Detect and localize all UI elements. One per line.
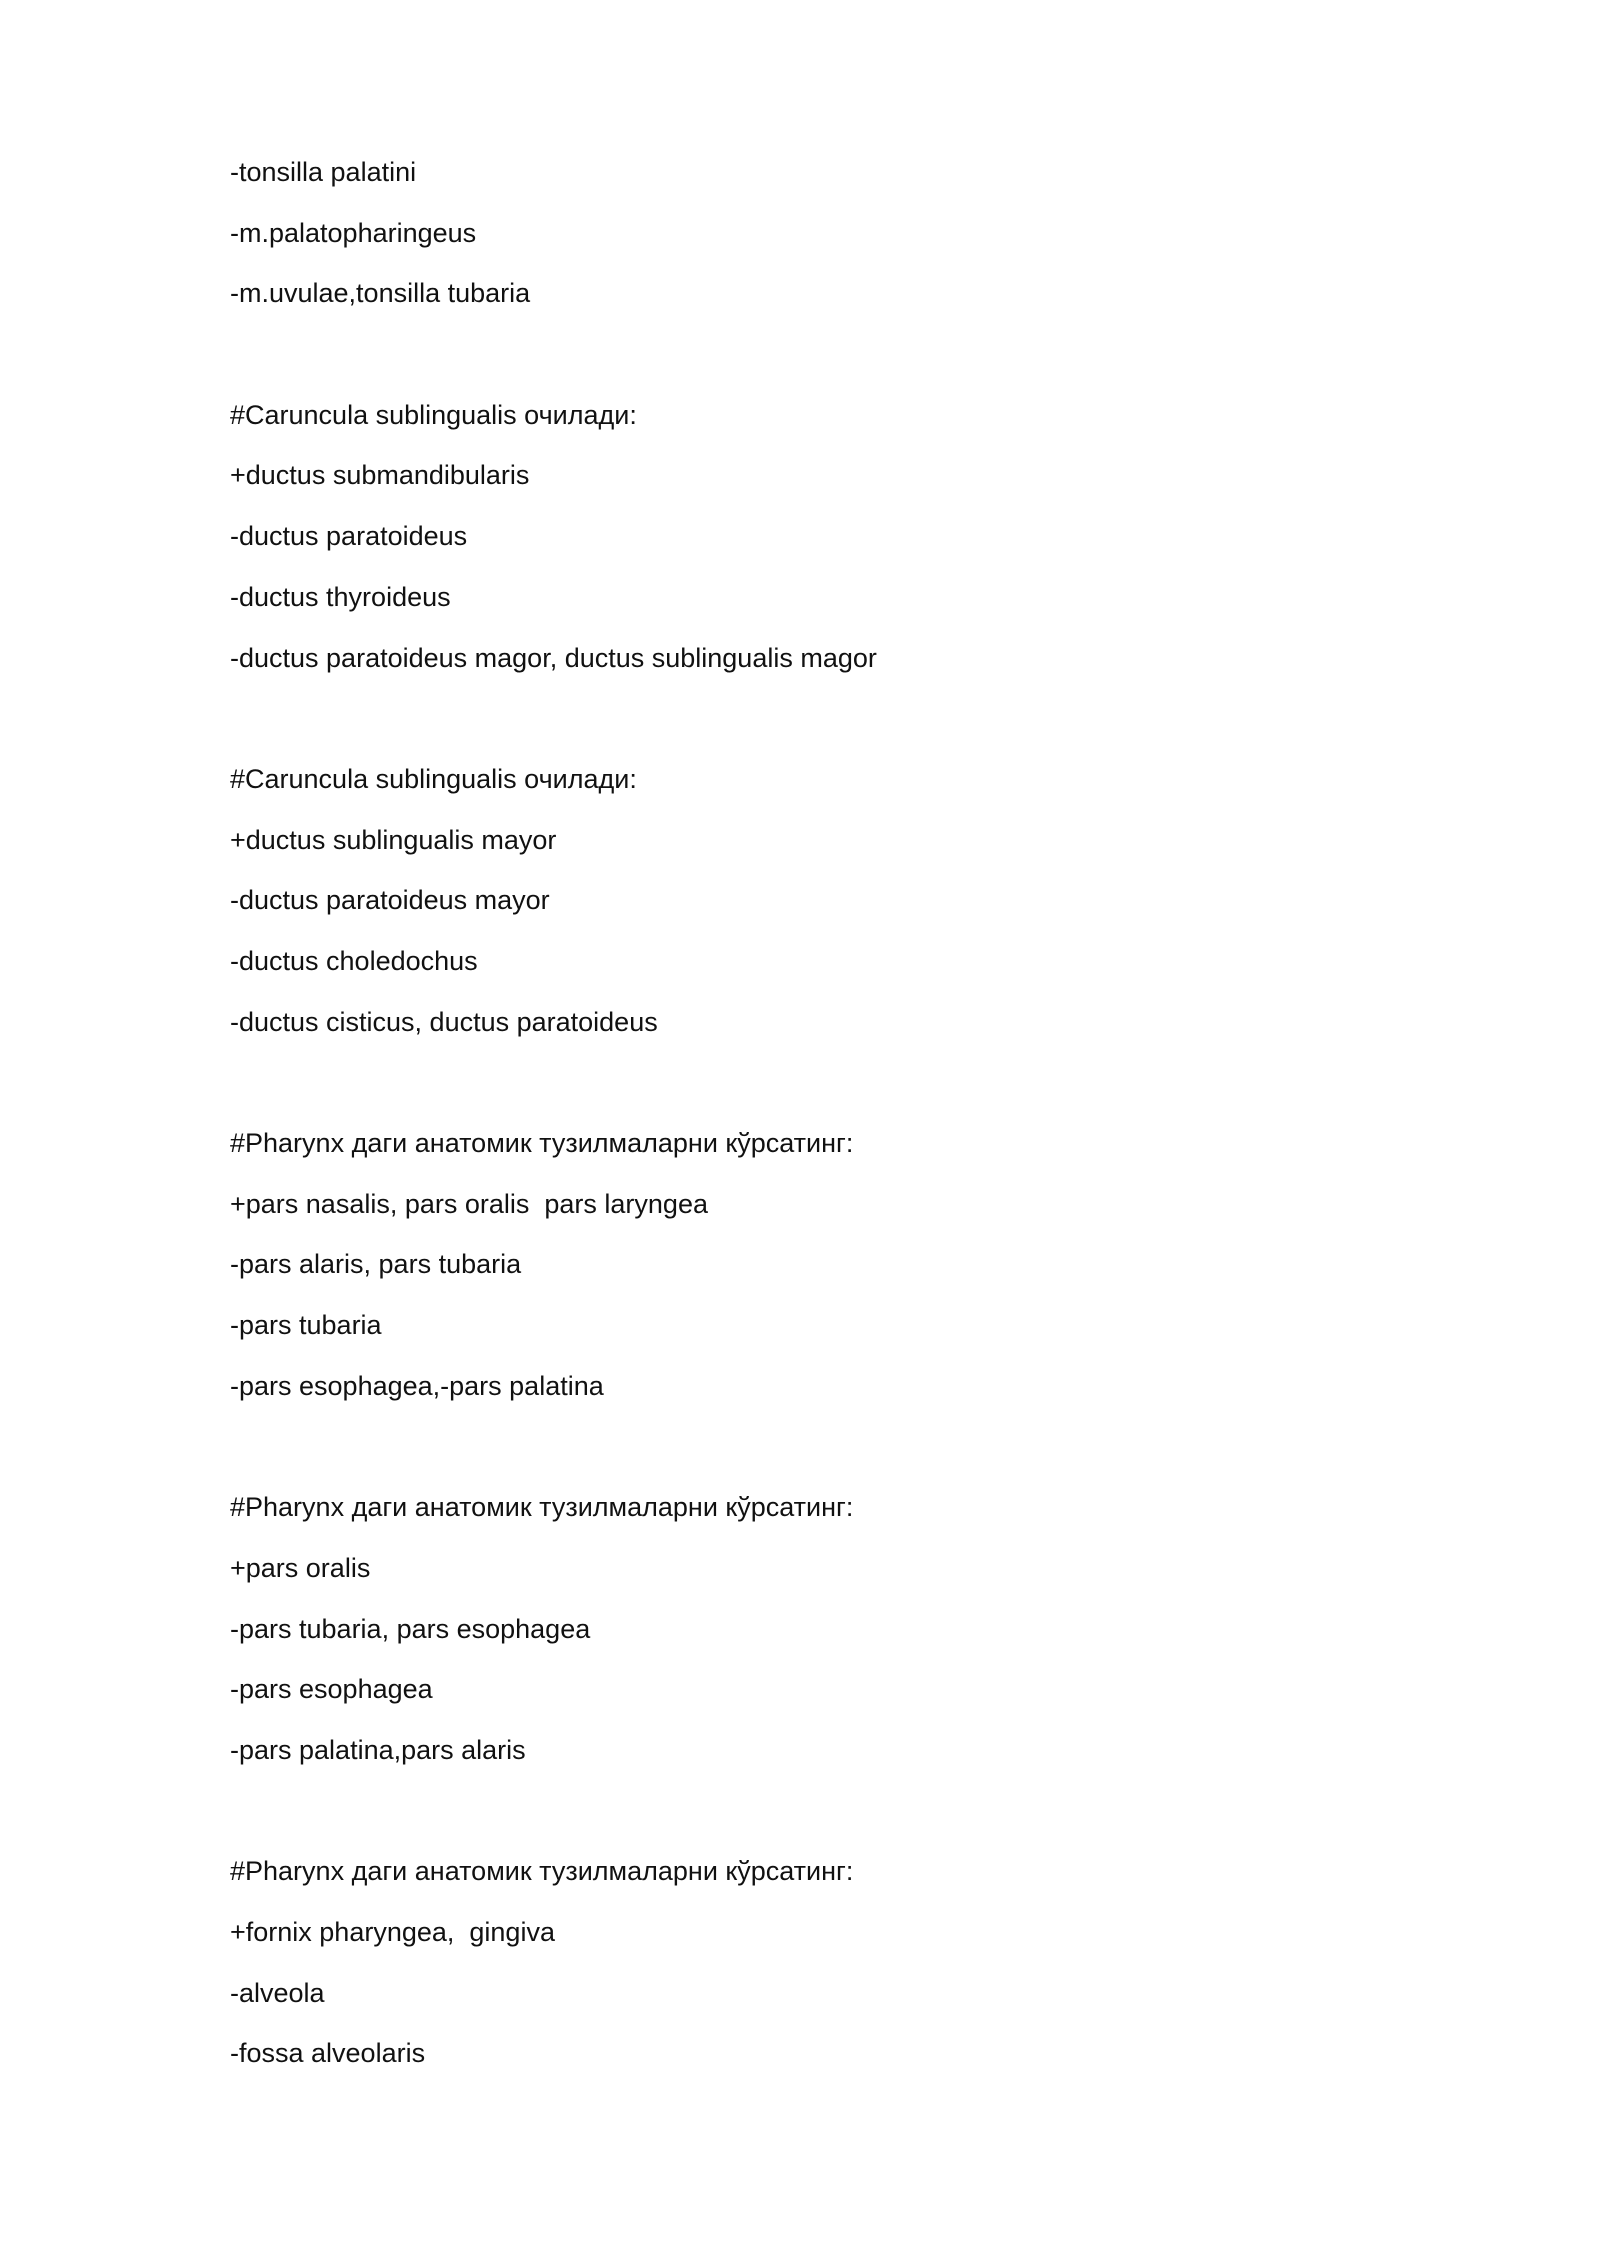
- question-text: #Pharynx даги анатомик тузилмаларни кўрсатинг:: [230, 1856, 854, 1887]
- answer-option: -m.uvulae,tonsilla tubaria: [230, 278, 531, 309]
- answer-option: -pars tubaria, pars esophagea: [230, 1613, 591, 1644]
- blank-line: [230, 332, 1430, 393]
- answer-option: -fossa alveolaris: [230, 2038, 426, 2069]
- question-text: #Caruncula sublingualis очилади:: [230, 763, 637, 794]
- blank-line: [230, 1424, 1430, 1485]
- answer-option: -ductus cisticus, ductus paratoideus: [230, 1006, 658, 1037]
- correct-answer: +fornix pharyngea, gingiva: [230, 1916, 555, 1947]
- answer-option: -pars alaris, pars tubaria: [230, 1249, 522, 1280]
- question-text: #Pharynx даги анатомик тузилмаларни кўрсатинг:: [230, 1492, 854, 1523]
- blank-line: [230, 1789, 1430, 1850]
- answer-option: -pars esophagea,-pars palatina: [230, 1370, 604, 1401]
- blank-line: [230, 696, 1430, 757]
- answer-option: -ductus paratoideus magor, ductus sublingualis magor: [230, 642, 877, 673]
- answer-option: -ductus paratoideus: [230, 521, 468, 552]
- answer-option: -ductus choledochus: [230, 945, 478, 976]
- answer-option: -ductus paratoideus mayor: [230, 885, 550, 916]
- correct-answer: +ductus sublingualis mayor: [230, 824, 557, 855]
- answer-option: -ductus thyroideus: [230, 581, 451, 612]
- answer-option: -pars esophagea: [230, 1674, 433, 1705]
- question-text: #Caruncula sublingualis очилади:: [230, 399, 637, 430]
- answer-option: -tonsilla palatini: [230, 157, 417, 187]
- answer-option: -pars tubaria: [230, 1310, 382, 1341]
- correct-answer: +ductus submandibularis: [230, 460, 530, 491]
- correct-answer: +pars oralis: [230, 1552, 371, 1583]
- answer-option: -pars palatina,pars alaris: [230, 1734, 526, 1765]
- answer-option: -m.palatopharingeus: [230, 217, 477, 248]
- correct-answer: +pars nasalis, pars oralis pars laryngea: [230, 1188, 708, 1219]
- document-body: [230, 150, 1430, 2092]
- question-text: #Pharynx даги анатомик тузилмаларни кўрсатинг:: [230, 1128, 854, 1158]
- blank-line: [230, 1060, 1430, 1121]
- answer-option: -alveola: [230, 1977, 325, 2008]
